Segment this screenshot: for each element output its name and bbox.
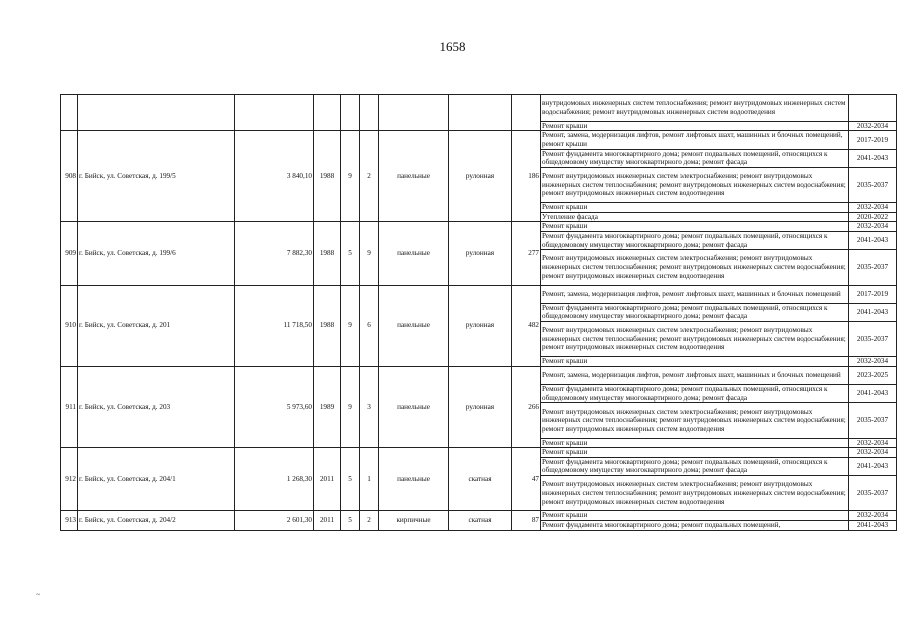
work-period: 2035-2037 <box>849 167 897 202</box>
wall-material: панельные <box>379 285 449 366</box>
wall-material: панельные <box>379 222 449 285</box>
wall-material: кирпичные <box>379 511 449 530</box>
resident-count: 266 <box>512 366 541 447</box>
table-row <box>61 366 897 384</box>
work-period: 2041-2043 <box>849 149 897 167</box>
building-address: г. Бийск, ул. Советская, д. 199/5 <box>78 131 235 222</box>
work-period: 2041-2043 <box>849 457 897 475</box>
work-period: 2017-2019 <box>849 285 897 303</box>
work-period: 2032-2034 <box>849 511 897 521</box>
building-year: 1988 <box>314 222 341 285</box>
building-floors: 5 <box>341 511 360 530</box>
building-number: 911 <box>61 366 78 447</box>
table-row <box>61 511 897 521</box>
work-period: 2041-2043 <box>849 303 897 321</box>
building-year: 2011 <box>314 511 341 530</box>
work-description: внутридомовых инженерных систем теплоснабжения; ремонт внутридомовых инженерных систем водоснабжения; ремонт внутридомовых инженерных систем водоотведения <box>541 95 849 122</box>
empty-cell <box>235 95 314 131</box>
building-floors: 9 <box>341 285 360 366</box>
building-floors: 9 <box>341 366 360 447</box>
work-period: 2020-2022 <box>849 212 897 222</box>
building-address: г. Бийск, ул. Советская, д. 204/1 <box>78 448 235 511</box>
work-description: Ремонт крыши <box>541 121 849 131</box>
table-row <box>61 285 897 303</box>
building-year: 1988 <box>314 285 341 366</box>
work-period: 2023-2025 <box>849 366 897 384</box>
work-description: Ремонт крыши <box>541 203 849 213</box>
page-number: 1658 <box>439 39 466 54</box>
roof-type: скатная <box>449 448 512 511</box>
building-area: 3 840,10 <box>235 131 314 222</box>
work-period: 2035-2037 <box>849 403 897 438</box>
work-description: Ремонт фундамента многоквартирного дома; ремонт подвальных помещений, относящихся к общедомовому имуществу многоквартирного дома; ремонт фасада <box>541 457 849 475</box>
building-area: 11 718,50 <box>235 285 314 366</box>
empty-cell <box>341 95 360 131</box>
work-period: 2041-2043 <box>849 521 897 531</box>
work-description: Ремонт крыши <box>541 438 849 448</box>
roof-type: рулонная <box>449 285 512 366</box>
work-description: Ремонт фундамента многоквартирного дома; ремонт подвальных помещений, относящихся к общедомовому имуществу многоквартирного дома; ремонт фасада <box>541 385 849 403</box>
building-address: г. Бийск, ул. Советская, д. 201 <box>78 285 235 366</box>
roof-type: рулонная <box>449 366 512 447</box>
building-area: 1 268,30 <box>235 448 314 511</box>
table-row <box>61 448 897 458</box>
stray-mark: ~ <box>36 590 41 599</box>
work-description: Утепление фасада <box>541 212 849 222</box>
work-period: 2032-2034 <box>849 448 897 458</box>
work-description: Ремонт внутридомовых инженерных систем электроснабжения; ремонт внутридомовых инженерных систем теплоснабжения; ремонт внутридомовых инженерных систем водоснабжения; ремонт внутридомовых инженерных систем водоотведения <box>541 250 849 285</box>
building-year: 1988 <box>314 131 341 222</box>
building-year: 1989 <box>314 366 341 447</box>
empty-cell <box>61 95 78 131</box>
wall-material: панельные <box>379 366 449 447</box>
building-number: 910 <box>61 285 78 366</box>
resident-count: 482 <box>512 285 541 366</box>
table-row <box>61 222 897 232</box>
work-period: 2032-2034 <box>849 222 897 232</box>
building-address: г. Бийск, ул. Советская, д. 199/6 <box>78 222 235 285</box>
building-floors: 5 <box>341 222 360 285</box>
work-period: 2041-2043 <box>849 231 897 249</box>
building-entrances: 3 <box>360 366 379 447</box>
work-description: Ремонт фундамента многоквартирного дома; ремонт подвальных помещений, <box>541 521 849 531</box>
work-period: 2035-2037 <box>849 250 897 285</box>
resident-count: 186 <box>512 131 541 222</box>
building-address: г. Бийск, ул. Советская, д. 203 <box>78 366 235 447</box>
empty-cell <box>78 95 235 131</box>
building-area: 7 882,30 <box>235 222 314 285</box>
building-area: 2 601,30 <box>235 511 314 530</box>
building-number: 912 <box>61 448 78 511</box>
resident-count: 47 <box>512 448 541 511</box>
roof-type: скатная <box>449 511 512 530</box>
work-description: Ремонт, замена, модернизация лифтов, ремонт лифтовых шахт, машинных и блочных помещений <box>541 285 849 303</box>
building-entrances: 9 <box>360 222 379 285</box>
empty-cell <box>379 95 449 131</box>
work-description: Ремонт внутридомовых инженерных систем электроснабжения; ремонт внутридомовых инженерных систем теплоснабжения; ремонт внутридомовых инженерных систем водоснабжения; ремонт внутридомовых инженерных систем водоотведения <box>541 321 849 356</box>
building-number: 913 <box>61 511 78 530</box>
empty-cell <box>512 95 541 131</box>
work-description: Ремонт фундамента многоквартирного дома; ремонт подвальных помещений, относящихся к общедомовому имуществу многоквартирного дома; ремонт фасада <box>541 303 849 321</box>
work-description: Ремонт крыши <box>541 222 849 232</box>
building-number: 908 <box>61 131 78 222</box>
capital-repair-table <box>60 94 897 531</box>
work-description: Ремонт, замена, модернизация лифтов, ремонт лифтовых шахт, машинных и блочных помещений, ремонт крыши <box>541 131 849 149</box>
work-description: Ремонт крыши <box>541 357 849 367</box>
wall-material: панельные <box>379 131 449 222</box>
work-period: 2032-2034 <box>849 438 897 448</box>
work-description: Ремонт внутридомовых инженерных систем электроснабжения; ремонт внутридомовых инженерных систем теплоснабжения; ремонт внутридомовых инженерных систем водоснабжения; ремонт внутридомовых инженерных систем водоотведения <box>541 167 849 202</box>
building-address: г. Бийск, ул. Советская, д. 204/2 <box>78 511 235 530</box>
work-period: 2032-2034 <box>849 203 897 213</box>
work-period: 2017-2019 <box>849 131 897 149</box>
work-period: 2041-2043 <box>849 385 897 403</box>
building-floors: 5 <box>341 448 360 511</box>
building-floors: 9 <box>341 131 360 222</box>
wall-material: панельные <box>379 448 449 511</box>
building-number: 909 <box>61 222 78 285</box>
resident-count: 87 <box>512 511 541 530</box>
work-description: Ремонт фундамента многоквартирного дома; ремонт подвальных помещений, относящихся к общедомовому имуществу многоквартирного дома; ремонт фасада <box>541 149 849 167</box>
work-period: 2032-2034 <box>849 121 897 131</box>
work-description: Ремонт, замена, модернизация лифтов, ремонт лифтовых шахт, машинных и блочных помещений <box>541 366 849 384</box>
work-description: Ремонт внутридомовых инженерных систем электроснабжения; ремонт внутридомовых инженерных систем теплоснабжения; ремонт внутридомовых инженерных систем водоснабжения; ремонт внутридомовых инженерных систем водоотведения <box>541 476 849 511</box>
work-period: 2032-2034 <box>849 357 897 367</box>
work-period: 2035-2037 <box>849 321 897 356</box>
roof-type: рулонная <box>449 131 512 222</box>
building-entrances: 2 <box>360 131 379 222</box>
work-description: Ремонт внутридомовых инженерных систем электроснабжения; ремонт внутридомовых инженерных систем теплоснабжения; ремонт внутридомовых инженерных систем водоснабжения; ремонт внутридомовых инженерных систем водоотведения <box>541 403 849 438</box>
table-body <box>61 95 897 531</box>
table-row <box>61 131 897 149</box>
table-row <box>61 95 897 122</box>
roof-type: рулонная <box>449 222 512 285</box>
building-entrances: 1 <box>360 448 379 511</box>
empty-cell <box>314 95 341 131</box>
building-entrances: 6 <box>360 285 379 366</box>
empty-cell <box>449 95 512 131</box>
work-description: Ремонт крыши <box>541 448 849 458</box>
resident-count: 277 <box>512 222 541 285</box>
work-description: Ремонт крыши <box>541 511 849 521</box>
work-description: Ремонт фундамента многоквартирного дома; ремонт подвальных помещений, относящихся к общедомовому имуществу многоквартирного дома; ремонт фасада <box>541 231 849 249</box>
empty-cell <box>360 95 379 131</box>
building-entrances: 2 <box>360 511 379 530</box>
building-area: 5 973,60 <box>235 366 314 447</box>
work-period <box>849 95 897 122</box>
building-year: 2011 <box>314 448 341 511</box>
work-period: 2035-2037 <box>849 476 897 511</box>
